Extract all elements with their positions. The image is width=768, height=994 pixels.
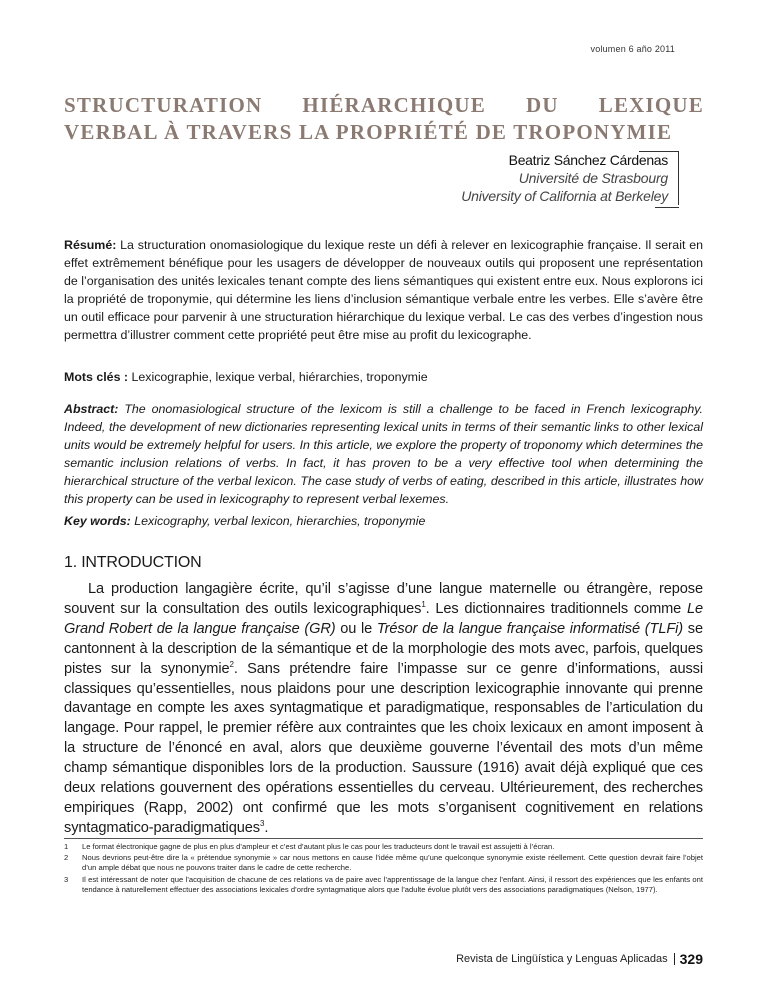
footnote-text: Il est intéressant de noter que l’acquisition de chacune de ces relations va de paire avec l’apprentissage de la langue chez l’enfant. Ainsi, il ressort des expériences que les enfants ont tendance à naturellement effectuer des associations lexicales d’ordre syntagmatique alors que l’adulte évolue plutôt vers des associations paradigmatiques (Nelson, 1977). [82, 874, 703, 894]
footnote-divider [64, 838, 703, 839]
body-text-run: . Les dictionnaires traditionnels comme [425, 600, 687, 617]
mots-cles-paragraph [64, 368, 703, 386]
resume-paragraph [64, 236, 703, 344]
author-block [461, 151, 679, 205]
abstract-paragraph [64, 400, 703, 508]
running-head: volumen 6 año 2011 [590, 44, 675, 54]
mots-cles-label: Mots clés : [64, 370, 129, 384]
page-footer [456, 951, 703, 967]
footnote-2 [64, 853, 703, 873]
footnote-number: 3 [64, 874, 69, 884]
affiliation-berkeley: University of California at Berkeley [461, 188, 668, 204]
footnote-1 [64, 842, 703, 852]
introduction-paragraph [64, 580, 703, 839]
body-text-run: . Sans prétendre faire l’impasse sur ce genre d’informations, aussi classiques qu’essentielles, nous plaidons pour une description lexicographie innovante qui prenne davantage en compte les axes syntagmatique et paradigmatique, responsables de l’articulation du langage. Pour rappel, le premier réfère aux contraintes que les choix lexicaux en amont imposent à la structure de l’énoncé en aval, alors que deuxième gouverne l’éventail des mots d’un même champ sémantique disponibles lors de la production. Saussure (1916) avait déjà expliqué que ces deux relations gouvernent des opérations essentielles du cerveau. Ultérieurement, des recherches empiriques (Rapp, 2002) ont confirmé que les mots s’organisent cognitivement en relations syntagmatico-paradigmatiques [64, 660, 704, 836]
key-words-paragraph [64, 512, 703, 530]
resume-label: Résumé: [64, 238, 117, 252]
abstract-label: Abstract: [64, 402, 119, 416]
title-tlfi: Trésor de la langue française informatisé (TLFi) [376, 620, 684, 637]
section-heading: 1. INTRODUCTION [64, 554, 202, 571]
body-text-run: ou le [335, 620, 377, 637]
abstract-text: The onomasiological structure of the lexicom is still a challenge to be faced in French lexicography. Indeed, the development of new dictionaries representing lexical units in terms of their semantic links to other lexical units would be extremely helpful for users. In this article, we explore the property of troponomy which determines the semantic inclusion relations of verbs. In fact, it has proven to be a very effective tool when determining the hierarchical structure of the verbal lexicon. The case study of verbs of eating, described in this article, illustrates how this property can be used in lexicography to represent verbal lexemes. [64, 402, 703, 506]
title-grand-robert: Le Grand Robert de la langue française (GR) [64, 600, 703, 637]
footnote-number: 2 [64, 853, 69, 863]
affiliation-strasbourg: Université de Strasbourg [518, 170, 668, 186]
mots-cles-text: Lexicographie, lexique verbal, hiérarchies, troponymie [128, 370, 428, 384]
footnote-ref-1[interactable]: 1 [421, 600, 426, 610]
footnote-3 [64, 875, 703, 895]
footnote-text: Le format électronique gagne de plus en plus d’ampleur et c’est d’autant plus le cas pour les traducteurs dont le travail est assujetti à l’écran. [82, 842, 555, 851]
body-text-run: La production langagière écrite, qu’il s’agisse d’une langue maternelle ou étrangère, repose souvent sur la consultation des outils lexicographiques [64, 581, 703, 617]
author-name: Beatriz Sánchez Cárdenas [508, 152, 668, 168]
journal-name: Revista de Lingüística y Lenguas Aplicadas [456, 953, 675, 965]
footnote-ref-3[interactable]: 3 [259, 819, 265, 829]
footnotes [64, 842, 703, 896]
body-text-run: se cantonnent à la description de la sémantique et de la morphologie des mots avec, parfois, quelques pistes sur la synonymie [64, 620, 703, 677]
body-text-run: . [264, 819, 269, 836]
key-words-label: Key words: [64, 514, 131, 528]
key-words-text: Lexicography, verbal lexicon, hierarchies, troponymie [130, 514, 426, 528]
page-number: 329 [679, 951, 703, 967]
footnote-number: 1 [64, 842, 69, 851]
article-title: STRUCTURATION HIÉRARCHIQUE DU LEXIQUE VERBAL À TRAVERS LA PROPRIÉTÉ DE TROPONYMIE [64, 93, 704, 144]
resume-text: La structuration onomasiologique du lexique reste un défi à relever en lexicographie française. Il serait en effet extrêmement bénéfique pour les usagers de développer de nouveaux outils qui proposent une représentation de l’organisation des unités lexicales tenant compte des liens sémantiques qui existent entre eux. Nous explorons ici la propriété de troponymie, qui détermine les liens d’inclusion sémantique verbale entre les verbes. Elle s’avère être un outil efficace pour parvenir à une structuration hiérarchique du lexique verbal. Le cas des verbes d’ingestion nous permettra d’illustrer comment cette propriété peut être mise au profit du lexicographe. [64, 238, 703, 342]
footnote-text: Nous devrions peut-être dire la « prétendue synonymie » car nous mettons en cause l’idée même qu’une quelconque synonymie existe réellement. Cette question devrait faire l’objet d’un ample débat que nous ne pouvons traiter dans le cadre de cette recherche. [82, 853, 703, 873]
footnote-ref-2[interactable]: 2 [229, 659, 234, 669]
